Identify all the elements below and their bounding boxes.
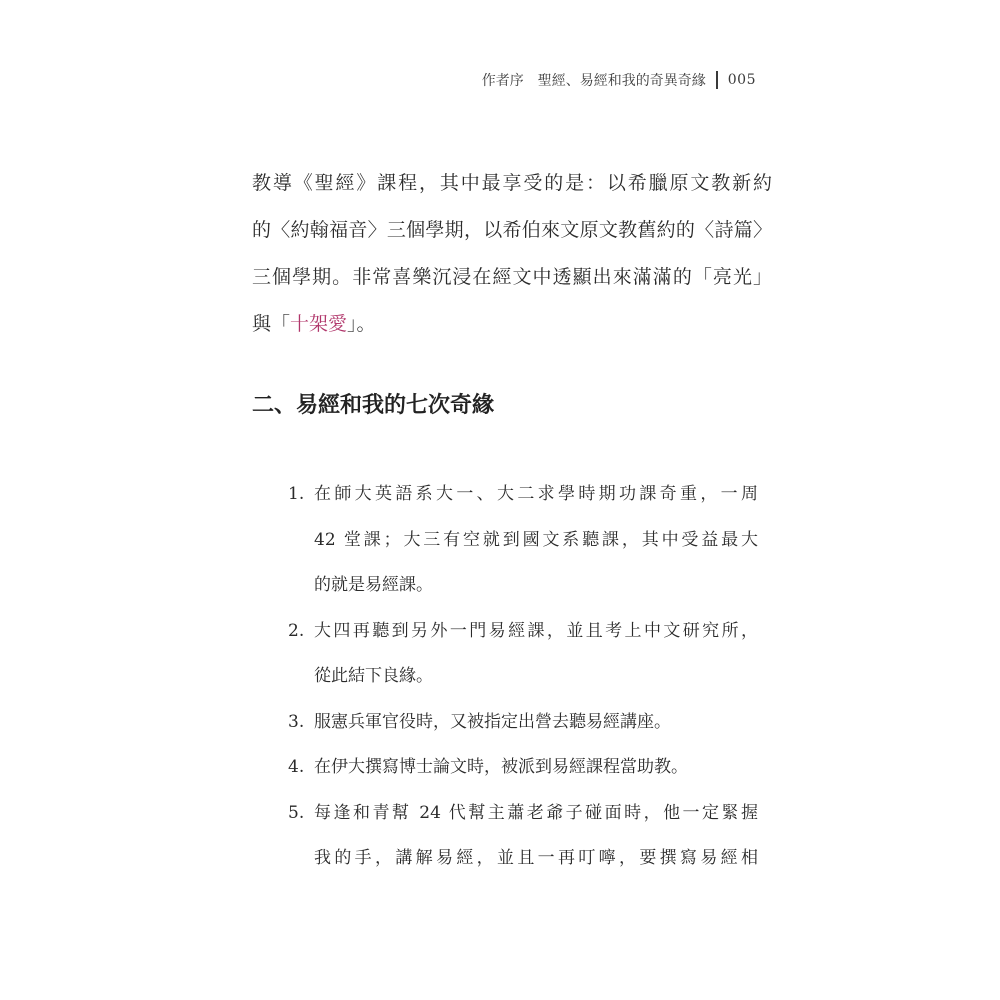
intro-line-1: 教導《聖經》課程，其中最享受的是：以希臘原文教新約 [252,172,772,194]
intro-line-3: 三個學期。非常喜樂沉浸在經文中透顯出來滿滿的「亮光」 [252,266,772,288]
list-item-line: 在師大英語系大一、大二求學時期功課奇重，一周 [314,484,758,504]
list-item-line: 我的手，講解易經，並且一再叮嚀，要撰寫易經相 [314,848,758,868]
section-heading: 二、易經和我的七次奇緣 [252,393,495,418]
list-item-number: 1. [288,484,305,504]
numbered-list [288,472,758,882]
intro-paragraph [252,160,772,348]
list-item [288,472,758,609]
list-item-line: 每逢和青幫 24 代幫主蕭老爺子碰面時，他一定緊握 [314,802,758,823]
list-item-line: 的就是易經課。 [314,575,433,595]
intro-line-4 [252,301,772,348]
list-item [288,791,758,882]
list-item-line: 從此結下良緣。 [314,666,433,686]
running-head-separator [716,71,718,89]
running-head [482,70,756,90]
list-item-line: 在伊大撰寫博士論文時，被派到易經課程當助教。 [314,757,688,777]
list-item [288,745,758,791]
list-item-number: 2. [288,620,305,641]
highlight-text: 十架愛 [290,313,348,335]
intro-line-4-after: 」。 [347,313,376,335]
list-item-number: 4. [288,757,305,777]
list-item-number: 3. [288,711,305,732]
page-number: 005 [727,72,756,88]
list-item-line: 42 堂課；大三有空就到國文系聽課，其中受益最大 [314,529,758,550]
list-item-line: 大四再聽到另外一門易經課，並且考上中文研究所， [314,620,758,641]
list-item [288,609,758,700]
list-item-line: 服憲兵軍官役時，又被指定出營去聽易經講座。 [314,711,671,732]
intro-line-2: 的〈約翰福音〉三個學期，以希伯來文原文教舊約的〈詩篇〉 [252,219,772,241]
list-item-number: 5. [288,802,305,823]
running-head-title: 作者序 聖經、易經和我的奇異奇緣 [481,73,706,89]
intro-line-4-before: 與「 [252,313,291,335]
list-item [288,700,758,746]
